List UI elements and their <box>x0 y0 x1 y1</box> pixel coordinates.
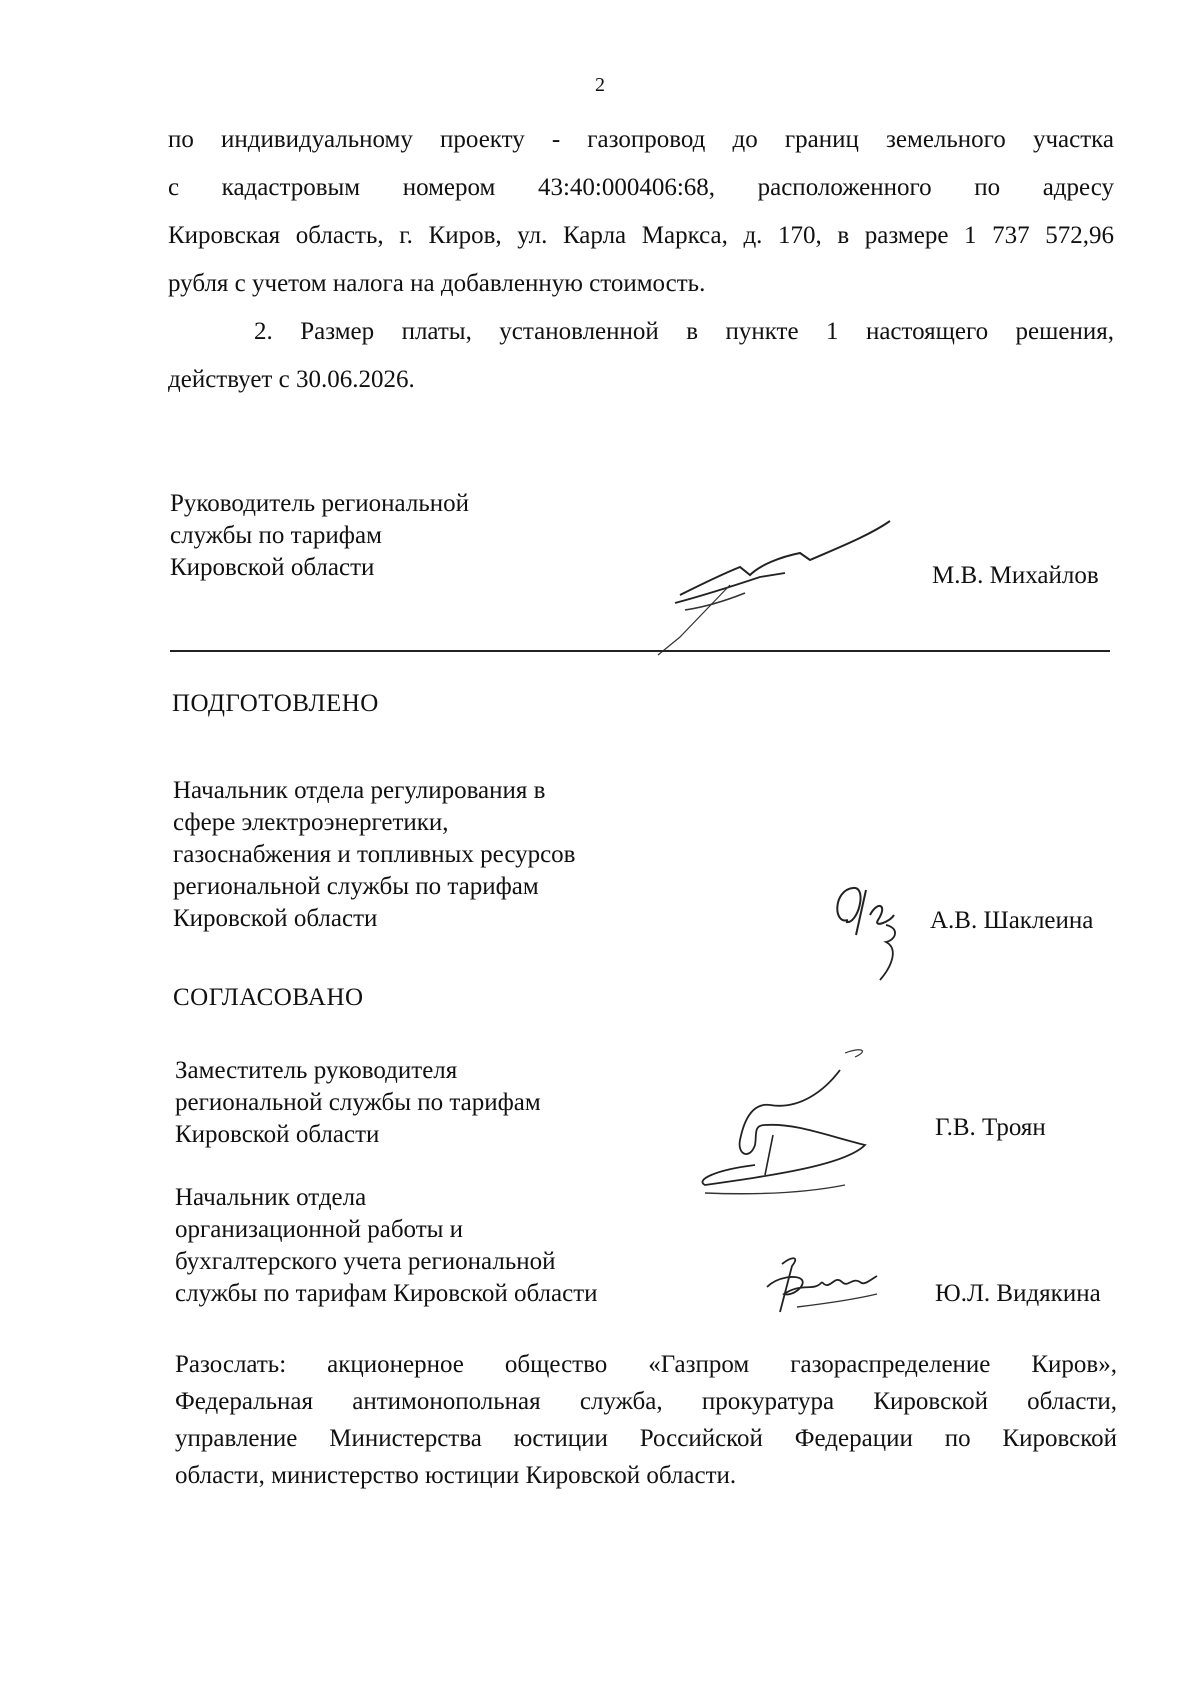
prepared-signature-scribble <box>828 880 908 990</box>
paragraph-line: Кировская область, г. Киров, ул. Карла Маркса, д. 170, в размере 1 737 572,96 <box>168 222 1114 249</box>
section-divider <box>170 650 1110 652</box>
mailing-line: области, министерство юстиции Кировской области. <box>175 1462 737 1489</box>
head-signature-scribble <box>610 515 900 665</box>
paragraph-line: рубля с учетом налога на добавленную стоимость. <box>168 270 706 297</box>
mailing-line: Федеральная антимонопольная служба, прокуратура Кировской области, <box>175 1388 1117 1415</box>
agreed-signer-1-title: Заместитель руководителя региональной службы по тарифам Кировской области <box>175 1057 541 1148</box>
agreed-signer-2-name: Ю.Л. Видякина <box>935 1280 1101 1307</box>
prepared-heading: ПОДГОТОВЛЕНО <box>172 690 379 717</box>
paragraph-line: по индивидуальному проекту - газопровод до границ земельного участка <box>168 126 1114 153</box>
paragraph-line: с кадастровым номером 43:40:000406:68, расположенного по адресу <box>168 174 1114 201</box>
head-signer-title: Руководитель региональной службы по тарифам Кировской области <box>170 490 469 581</box>
agreed-signer-1-name: Г.В. Троян <box>935 1114 1046 1141</box>
page-number: 2 <box>595 74 605 96</box>
mailing-line: Разослать: акционерное общество «Газпром газораспределение Киров», <box>175 1351 1117 1378</box>
agreed-signer-1-signature-scribble <box>695 1045 920 1205</box>
head-signer-name: М.В. Михайлов <box>932 562 1099 589</box>
agreed-signer-2-signature-scribble <box>752 1252 892 1332</box>
prepared-signer-name: А.В. Шаклеина <box>930 907 1094 934</box>
agreed-signer-2-title: Начальник отдела организационной работы и бухгалтерского учета региональной службы по тарифам Кировской области <box>175 1184 598 1307</box>
agreed-heading: СОГЛАСОВАНО <box>173 984 364 1011</box>
prepared-signer-title: Начальник отдела регулирования в сфере электроэнергетики, газоснабжения и топливных ресурсов региональной службы по тарифам Кировской области <box>173 777 576 932</box>
paragraph-line: 2. Размер платы, установленной в пункте 1 настоящего решения, <box>254 318 1114 345</box>
paragraph-line: действует с 30.06.2026. <box>168 366 415 393</box>
mailing-line: управление Министерства юстиции Российской Федерации по Кировской <box>175 1425 1117 1452</box>
